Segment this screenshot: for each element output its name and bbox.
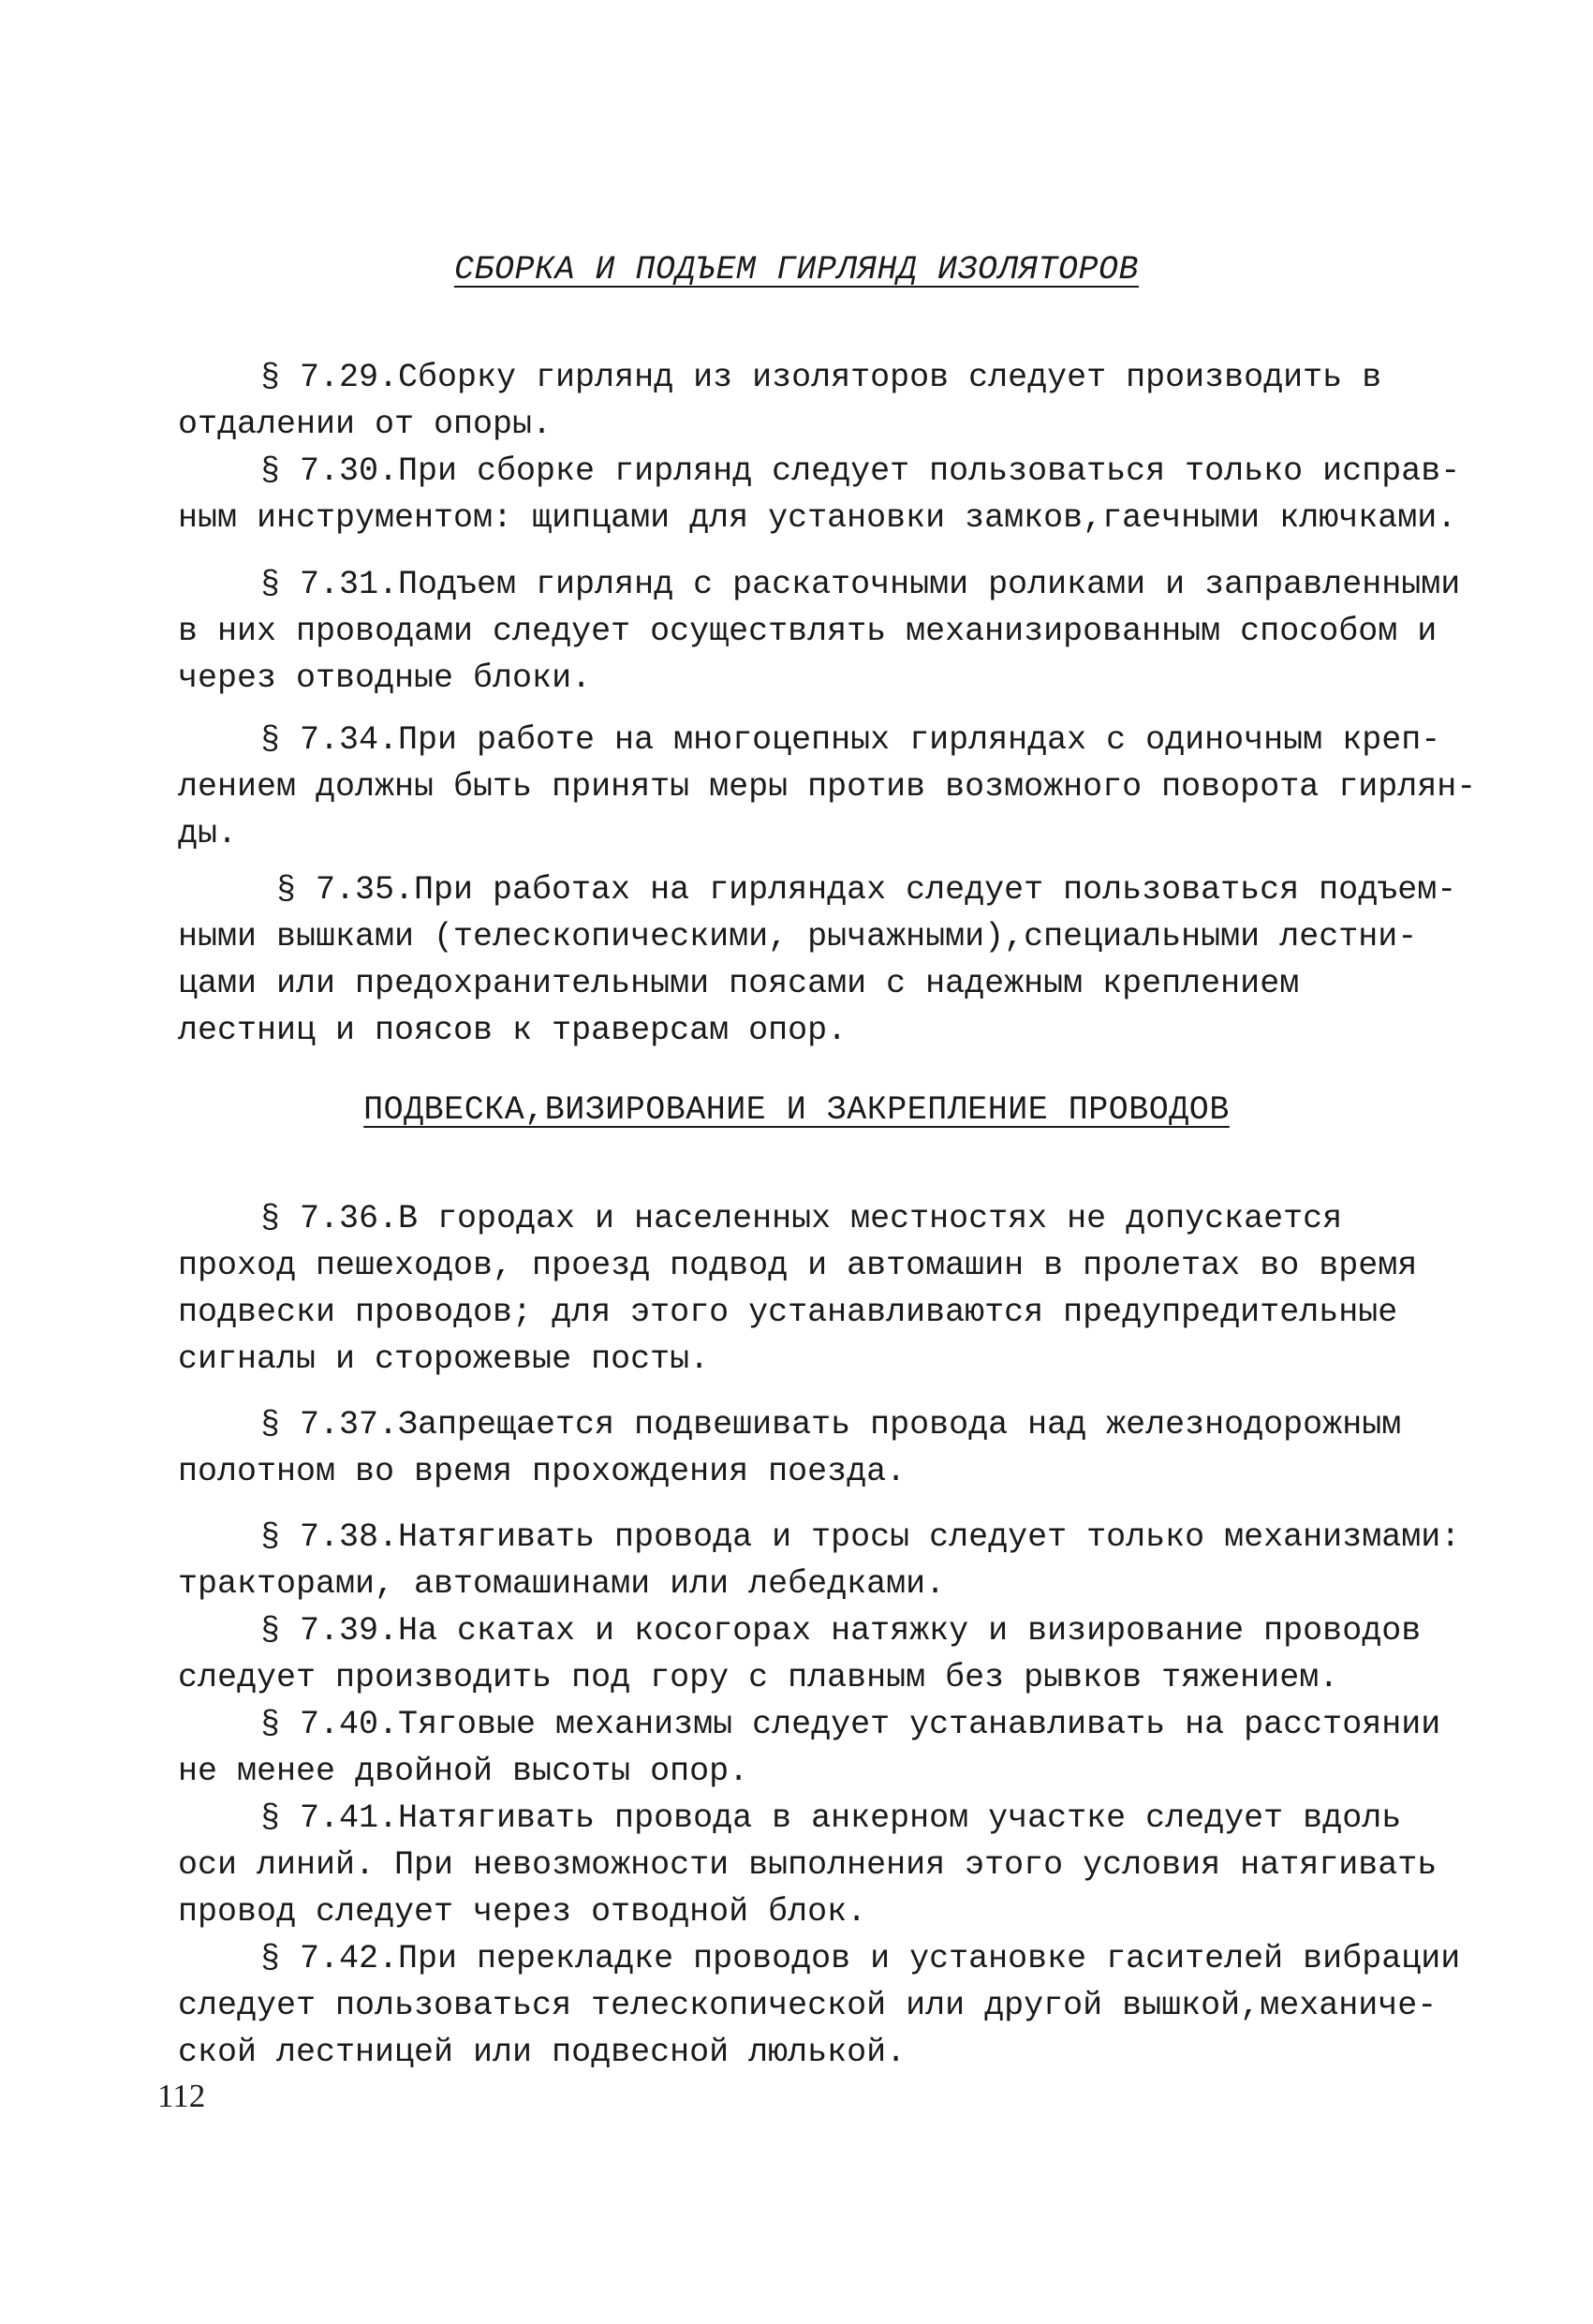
paragraph-7-36 bbox=[178, 1195, 1452, 1383]
paragraph-line: цами или предохранительными поясами с надежным креплением bbox=[178, 965, 1300, 1002]
paragraph-line: отдалении от опоры. bbox=[178, 406, 553, 443]
paragraph-line: в них проводами следует осуществлять механизированным способом и bbox=[178, 613, 1438, 650]
paragraph-7-35 bbox=[178, 866, 1457, 1054]
paragraph-7-38 bbox=[178, 1514, 1461, 1607]
paragraph-line: ными вышками (телескопическими, рычажными),специальными лестни- bbox=[178, 918, 1418, 955]
paragraph-line: § 7.42.При перекладке проводов и установке гасителей вибрации bbox=[260, 1940, 1461, 1977]
section-heading-wires: ПОДВЕСКА,ВИЗИРОВАНИЕ И ЗАКРЕПЛЕНИЕ ПРОВОДОВ bbox=[363, 1091, 1230, 1129]
paragraph-line: лением должны быть приняты меры против возможного поворота гирлян- bbox=[178, 768, 1477, 806]
paragraph-7-37 bbox=[178, 1401, 1452, 1495]
paragraph-line: не менее двойной высоты опор. bbox=[178, 1753, 749, 1790]
paragraph-line: § 7.29.Сборку гирлянд из изоляторов следует производить в bbox=[260, 359, 1382, 396]
paragraph-line: § 7.41.Натягивать провода в анкерном участке следует вдоль bbox=[260, 1799, 1402, 1837]
paragraph-line: § 7.36.В городах и населенных местностях не допускается bbox=[260, 1200, 1343, 1237]
paragraph-7-39 bbox=[178, 1607, 1452, 1701]
paragraph-line: § 7.40.Тяговые механизмы следует устанавливать на расстоянии bbox=[260, 1706, 1441, 1743]
paragraph-line: тракторами, автомашинами или лебедками. bbox=[178, 1565, 946, 1603]
paragraph-line: подвески проводов; для этого устанавливаются предупредительные bbox=[178, 1294, 1398, 1331]
paragraph-line: ды. bbox=[178, 815, 238, 852]
paragraph-7-40 bbox=[178, 1701, 1452, 1795]
paragraph-7-41 bbox=[178, 1795, 1452, 1935]
paragraph-line: § 7.34.При работе на многоцепных гирляндах с одиночным креп- bbox=[260, 721, 1441, 759]
paragraph-line: полотном во время прохождения поезда. bbox=[178, 1453, 907, 1490]
page-number: 112 bbox=[157, 2078, 206, 2114]
paragraph-line: § 7.38.Натягивать провода и тросы следует только механизмами: bbox=[260, 1518, 1461, 1556]
paragraph-7-30 bbox=[178, 448, 1461, 541]
paragraph-line: § 7.30.При сборке гирлянд следует пользоваться только исправ- bbox=[260, 452, 1461, 490]
paragraph-line: следует пользоваться телескопической или другой вышкой,механиче- bbox=[178, 1987, 1438, 2024]
paragraph-line: сигналы и сторожевые посты. bbox=[178, 1340, 710, 1378]
paragraph-line: ской лестницей или подвесной люлькой. bbox=[178, 2034, 907, 2071]
paragraph-line: ным инструментом: щипцами для установки замков,гаечными ключками. bbox=[178, 499, 1457, 537]
paragraph-line: следует производить под гору с плавным без рывков тяжением. bbox=[178, 1659, 1339, 1696]
paragraph-line: § 7.35.При работах на гирляндах следует пользоваться подъем- bbox=[276, 871, 1457, 909]
paragraph-line: провод следует через отводной блок. bbox=[178, 1893, 867, 1931]
paragraph-line: лестниц и поясов к траверсам опор. bbox=[178, 1012, 848, 1049]
paragraph-7-31 bbox=[178, 561, 1461, 702]
paragraph-line: § 7.31.Подъем гирлянд с раскаточными роликами и заправленными bbox=[260, 566, 1461, 603]
paragraph-line: оси линий. При невозможности выполнения этого условия натягивать bbox=[178, 1846, 1438, 1884]
paragraph-line: § 7.39.На скатах и косогорах натяжку и визирование проводов bbox=[260, 1612, 1422, 1650]
paragraph-7-29 bbox=[178, 354, 1452, 448]
paragraph-7-42 bbox=[178, 1935, 1461, 2076]
paragraph-7-34 bbox=[178, 717, 1477, 857]
paragraph-line: проход пешеходов, проезд подвод и автомашин в пролетах во время bbox=[178, 1247, 1418, 1284]
section-heading-insulators: СБОРКА И ПОДЪЕМ ГИРЛЯНД ИЗОЛЯТОРОВ bbox=[453, 251, 1140, 289]
paragraph-line: § 7.37.Запрещается подвешивать провода над железнодорожным bbox=[260, 1406, 1402, 1443]
paragraph-line: через отводные блоки. bbox=[178, 659, 592, 697]
